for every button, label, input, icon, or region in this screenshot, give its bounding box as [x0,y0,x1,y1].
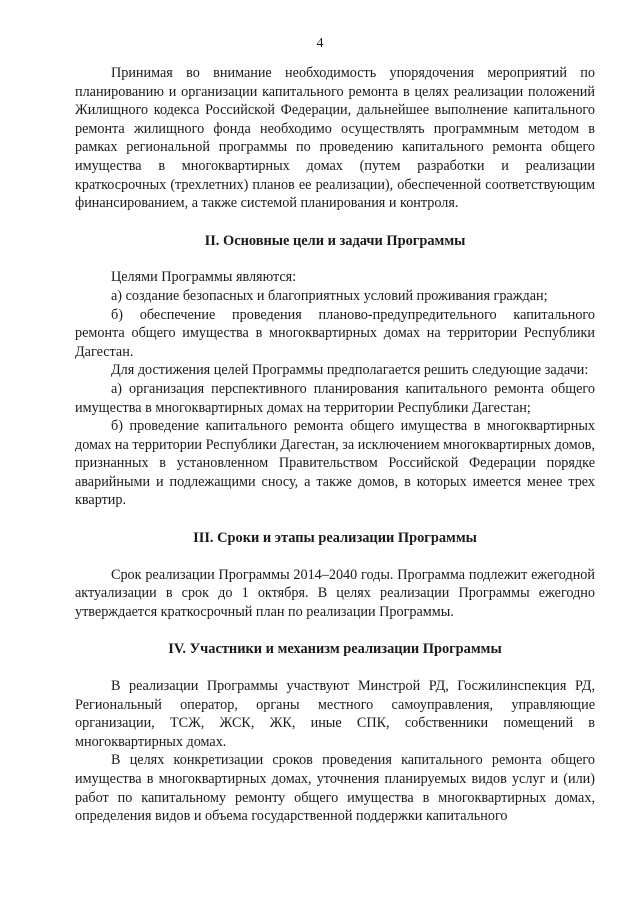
section-4-paragraph-2: В целях конкретизации сроков проведения капитального ремонта общего имущества в многоквартирных домах, уточнения планируемых видов услуг и (или) работ по капитальному ремонту общего имущества в многоквартирных домах, определения видов и объема государственной поддержки капитального [75,752,595,825]
intro-paragraph: Принимая во внимание необходимость упорядочения мероприятий по планированию и организации капитального ремонта в целях реализации положений Жилищного кодекса Российской Федерации, дальнейшее выполнение капитального ремонта жилищного фонда необходимо осуществлять программным методом в рамках региональной программы по проведению капитального ремонта общего имущества в многоквартирных домах (путем разработки и реализации краткосрочных (трехлетних) планов ее реализации), обеспеченной соответствующим финансированием, а также системой планирования и контроля. [75,65,595,212]
tasks-lead: Для достижения целей Программы предполагается решить следующие задачи: [111,362,589,379]
task-a: а) организация перспективного планирования капитального ремонта общего имущества в многоквартирных домах на территории Республики Дагестан; [75,380,595,416]
section-3-paragraph: Срок реализации Программы 2014–2040 годы. Программа подлежит ежегодной актуализации в срок до 1 октября. В целях реализации Программы ежегодно утверждается краткосрочный план по реализации Программы. [75,566,595,620]
goals-lead: Целями Программы являются: [111,269,297,286]
section-4-paragraph-1: В реализации Программы участвуют Минстрой РД, Госжилинспекция РД, Региональный оператор, органы местного самоуправления, управляющие организации, ТСЖ, ЖСК, ЖК, иные СПК, собственники помещений в многоквартирных домах. [75,678,595,750]
section-3-heading: III. Сроки и этапы реализации Программы [193,530,477,547]
task-b: б) проведение капитального ремонта общего имущества в многоквартирных домах на территории Республики Дагестан, за исключением многоквартирных домов, признанных в установленном Правительством Российской Федерации порядке аварийными и подлежащими сносу, а также домов, в которых имеется менее трех квартир. [75,418,595,509]
section-4-heading: IV. Участники и механизм реализации Программы [168,641,502,658]
section-2-heading: II. Основные цели и задачи Программы [204,232,466,249]
page-number: 4 [316,36,324,51]
goal-a: а) создание безопасных и благоприятных условий проживания граждан; [111,287,548,304]
goal-b: б) обеспечение проведения планово-предупредительного капитального ремонта общего имущества в многоквартирных домах на территории Республики Дагестан. [75,306,595,360]
document-body [75,64,595,826]
